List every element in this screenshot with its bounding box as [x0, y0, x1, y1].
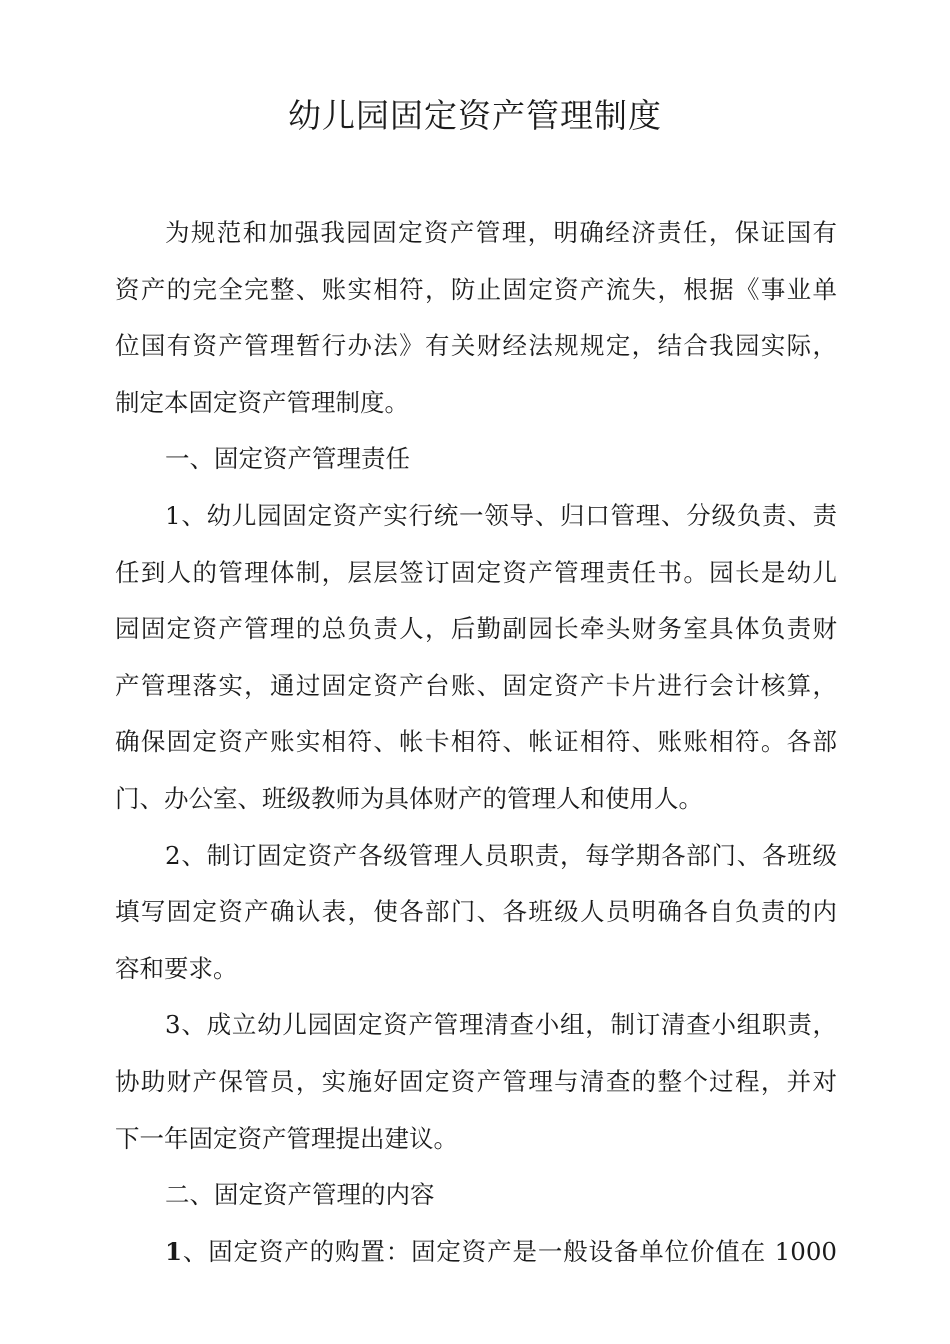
paragraph-line: 容和要求。: [115, 953, 238, 983]
paragraph-line: 产管理落实，通过固定资产台账、固定资产卡片进行会计核算，: [115, 670, 837, 700]
paragraph-line: 资产的完全完整、账实相符，防止固定资产流失，根据《事业单: [115, 274, 837, 304]
paragraph-line: 二、固定资产管理的内容: [165, 1180, 435, 1210]
paragraph-line: [115, 1224, 837, 1281]
paragraph-line: 门、办公室、班级教师为具体财产的管理人和使用人。: [115, 783, 703, 813]
paragraph-line: 为规范和加强我园固定资产管理，明确经济责任，保证国有: [165, 218, 837, 247]
document-body: [115, 205, 837, 1280]
paragraph-line: 一、固定资产管理责任: [165, 444, 410, 474]
paragraph-line: 任到人的管理体制，层层签订固定资产管理责任书。园长是幼儿: [115, 557, 837, 587]
paragraph-line: 下一年固定资产管理提出建议。: [115, 1123, 458, 1153]
list-number: 1: [165, 1236, 183, 1266]
paragraph-line: 制定本固定资产管理制度。: [115, 387, 409, 417]
line-text: 、固定资产的购置：固定资产是一般设备单位价值在 1000: [182, 1236, 837, 1266]
paragraph-line: 协助财产保管员，实施好固定资产管理与清查的整个过程，并对: [115, 1066, 837, 1096]
paragraph-line: 填写固定资产确认表，使各部门、各班级人员明确各自负责的内: [115, 897, 837, 927]
paragraph-line: 3、成立幼儿园固定资产管理清查小组，制订清查小组职责，: [165, 1010, 837, 1040]
paragraph-line: 园固定资产管理的总负责人，后勤副园长牵头财务室具体负责财: [115, 614, 837, 644]
paragraph-line: 1、幼儿园固定资产实行统一领导、归口管理、分级负责、责: [165, 500, 837, 530]
paragraph-line: 位国有资产管理暂行办法》有关财经法规规定，结合我园实际，: [115, 331, 837, 361]
paragraph-line: 确保固定资产账实相符、帐卡相符、帐证相符、账账相符。各部: [115, 727, 837, 757]
paragraph-line: 2、制订固定资产各级管理人员职责，每学期各部门、各班级: [165, 840, 837, 870]
document-title: 幼儿园固定资产管理制度: [288, 96, 662, 135]
